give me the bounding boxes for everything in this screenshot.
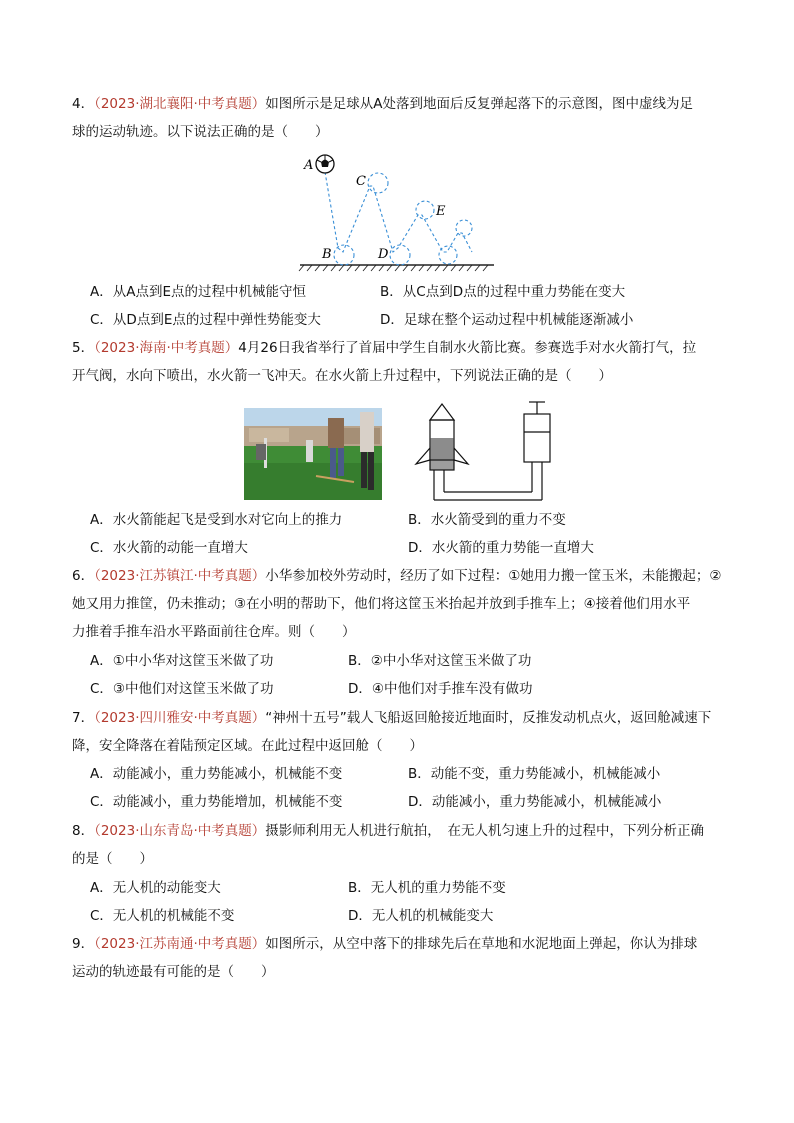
question-4-line-2: 球的运动轨迹。以下说法正确的是（ ） (72, 124, 329, 140)
option-b[interactable]: B．②中小华对这筐玉米做了功 (348, 653, 532, 669)
question-number: 5． (72, 340, 95, 356)
question-6-line-3: 力推着手推车沿水平路面前往仓库。则（ ） (72, 624, 356, 640)
ball-position-peak (416, 201, 434, 219)
option-b[interactable]: B．无人机的重力势能不变 (348, 880, 506, 896)
option-a[interactable]: A．水火箭能起飞是受到水对它向上的推力 (90, 512, 343, 528)
question-stem: 小华参加校外劳动时，经历了如下过程：①她用力搬一筐玉米，未能搬起；② (265, 568, 722, 584)
water-rocket-apparatus-diagram (410, 398, 560, 504)
question-source: （2023·四川雅安·中考真题） (94, 710, 266, 726)
question-4-line-1 (72, 90, 732, 118)
question-number: 8． (72, 823, 95, 839)
question-4-options (90, 278, 730, 338)
question-4 (72, 90, 732, 146)
question-7-options (90, 760, 730, 820)
question-7-line-1 (72, 704, 732, 732)
question-7-line-2: 降，安全降落在着陆预定区域。在此过程中返回舱（ ） (72, 738, 423, 754)
option-a[interactable]: A．动能减小，重力势能减小，机械能不变 (90, 766, 343, 782)
question-9 (72, 930, 732, 986)
option-c[interactable]: C．③中他们对这筐玉米做了功 (90, 681, 274, 697)
option-d[interactable]: D．水火箭的重力势能一直增大 (408, 540, 594, 556)
question-6-line-1 (72, 562, 732, 590)
football-icon (316, 155, 334, 173)
ball-position-e (456, 220, 472, 236)
question-source: （2023·江苏镇江·中考真题） (94, 568, 266, 584)
question-5-options (90, 506, 730, 566)
option-d[interactable]: D．动能减小，重力势能减小，机械能减小 (408, 794, 662, 810)
question-8-options (90, 874, 730, 934)
ball-position-bounce (439, 246, 457, 264)
ball-position-c (368, 173, 388, 193)
water-fill (431, 438, 454, 459)
question-source: （2023·山东青岛·中考真题） (94, 823, 266, 839)
label-c: C (356, 174, 366, 189)
option-d[interactable]: D．足球在整个运动过程中机械能逐渐减小 (380, 312, 634, 328)
option-d[interactable]: D．无人机的机械能变大 (348, 908, 494, 924)
ground-hatch (299, 265, 488, 271)
option-d[interactable]: D．④中他们对手推车没有做功 (348, 681, 533, 697)
question-9-line-1 (72, 930, 732, 958)
water-rocket-photo (244, 408, 382, 500)
question-5-line-2: 开气阀，水向下喷出，水火箭一飞冲天。在水火箭上升过程中，下列说法正确的是（ ） (72, 368, 612, 384)
question-stem: 如图所示是足球从A处落到地面后反复弹起落下的示意图，图中虚线为足 (265, 96, 694, 112)
question-8-line-1 (72, 817, 732, 845)
question-9-line-2: 运动的轨迹最有可能的是（ ） (72, 964, 275, 980)
football-bounce-figure (290, 148, 500, 273)
question-8 (72, 817, 732, 873)
label-e: E (436, 204, 446, 219)
label-d: D (378, 247, 389, 262)
option-c[interactable]: C．水火箭的动能一直增大 (90, 540, 248, 556)
question-5 (72, 334, 732, 390)
option-b[interactable]: B．水火箭受到的重力不变 (408, 512, 566, 528)
question-number: 4． (72, 96, 95, 112)
ball-position-b (334, 245, 354, 265)
option-a[interactable]: A．①中小华对这筐玉米做了功 (90, 653, 274, 669)
option-a[interactable]: A．无人机的动能变大 (90, 880, 221, 896)
question-5-line-1 (72, 334, 732, 362)
option-c[interactable]: C．从D点到E点的过程中弹性势能变大 (90, 312, 321, 328)
option-c[interactable]: C．无人机的机械能不变 (90, 908, 235, 924)
question-number: 9． (72, 936, 95, 952)
question-7 (72, 704, 732, 760)
question-source: （2023·湖北襄阳·中考真题） (94, 96, 266, 112)
label-b: B (322, 247, 332, 262)
option-b[interactable]: B．从C点到D点的过程中重力势能在变大 (380, 284, 626, 300)
question-stem: 摄影师利用无人机进行航拍， 在无人机匀速上升的过程中，下列分析正确 (265, 823, 705, 839)
ball-position-d (390, 245, 410, 265)
question-number: 7． (72, 710, 95, 726)
label-a: A (304, 158, 314, 173)
question-6-line-2: 她又用力推筐，仍未推动；③在小明的帮助下，他们将这筐玉米抬起并放到手推车上；④接着他们用水平 (72, 596, 691, 612)
question-source: （2023·江苏南通·中考真题） (94, 936, 266, 952)
option-b[interactable]: B．动能不变，重力势能减小，机械能减小 (408, 766, 661, 782)
question-number: 6． (72, 568, 95, 584)
trajectory-dashed-line (325, 172, 472, 252)
option-c[interactable]: C．动能减小，重力势能增加，机械能不变 (90, 794, 343, 810)
question-6 (72, 562, 732, 646)
question-stem: 4月26日我省举行了首届中学生自制水火箭比赛。参赛选手对水火箭打气，拉 (238, 340, 697, 356)
question-stem: “神州十五号”载人飞船返回舱接近地面时，反推发动机点火，返回舱减速下 (265, 710, 712, 726)
question-source: （2023·海南·中考真题） (94, 340, 239, 356)
option-a[interactable]: A．从A点到E点的过程中机械能守恒 (90, 284, 306, 300)
question-6-options (90, 647, 730, 707)
question-stem: 如图所示，从空中落下的排球先后在草地和水泥地面上弹起，你认为排球 (265, 936, 698, 952)
question-8-line-2: 的是（ ） (72, 851, 153, 867)
